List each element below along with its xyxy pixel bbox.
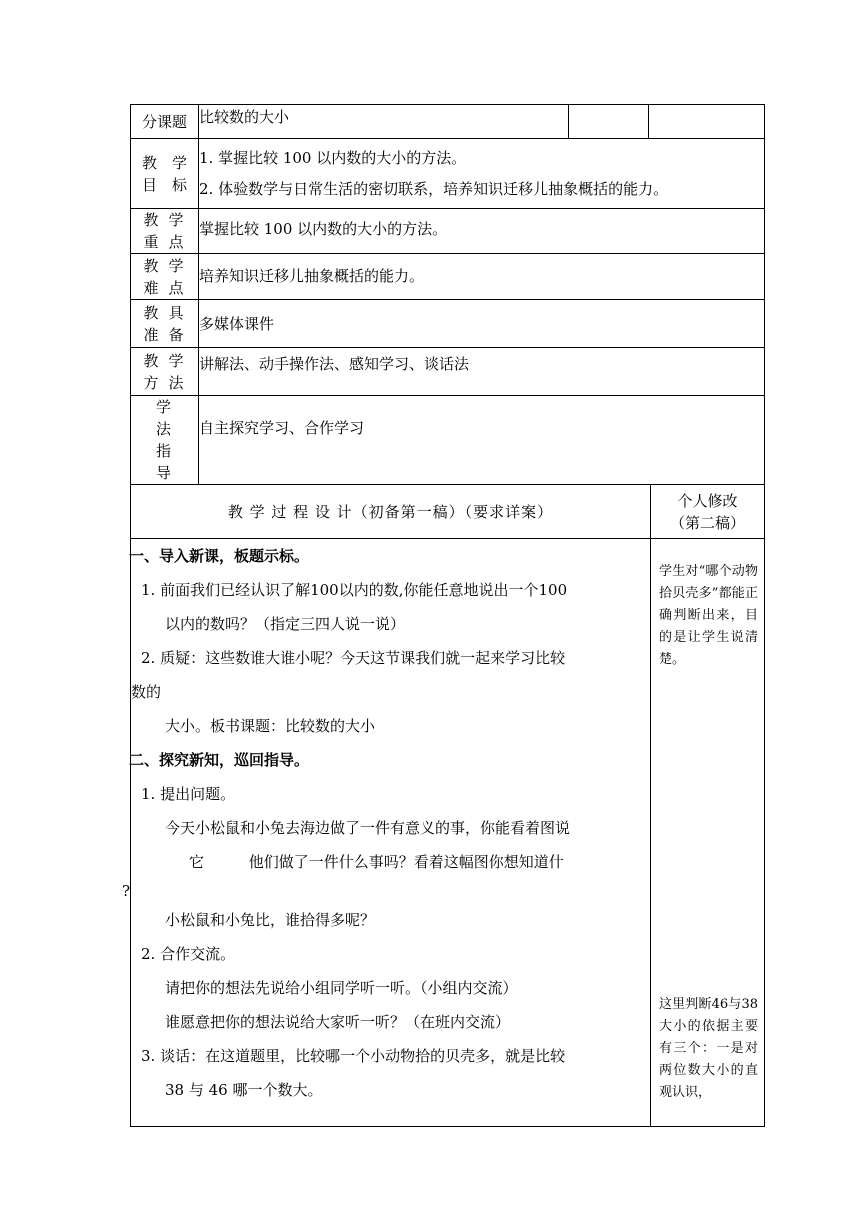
process-header: 教 学 过 程 设 计（初备第一稿）（要求详案）: [131, 485, 651, 539]
tools-label-line-1: 教具: [143, 303, 194, 322]
tools-row: [131, 300, 765, 348]
section-1-item-1-line-1: 1. 前面我们已经认识了解100以内的数,你能任意地说出一个100: [141, 581, 568, 599]
study-label-line-2: 指导: [155, 442, 185, 482]
section-1-title: 一、导入新课，板题示标。: [129, 547, 310, 565]
section-2-item-3-line-1: 3. 谈话：在这道题里，比较哪一个小动物拾的贝壳多，就是比较: [141, 1047, 566, 1065]
section-1-item-2-line-1: 2. 质疑：这些数谁大谁小呢？今天这节课我们就一起来学习比较: [141, 649, 566, 667]
section-2-item-1-line-2b: 他们做了一件什么事吗？看着这幅图你想知道什: [248, 853, 564, 871]
revision-note-2: 这里判断46与38大小的依据主要有三个：一是对两位数大小的直观认识，: [659, 997, 758, 1100]
tools-value: 多媒体课件: [199, 300, 765, 348]
lesson-plan-table: [122, 104, 765, 1127]
method-row: [131, 348, 765, 396]
study-label-line-1: 学法: [155, 398, 185, 438]
process-header-row: [131, 485, 765, 539]
process-content: [122, 539, 651, 1127]
section-1-item-2-line-3: 大小。板书课题：比较数的大小: [165, 717, 376, 735]
key-label-line-1: 教学: [143, 211, 194, 229]
revision-header-line-1: 个人修改: [677, 491, 738, 510]
goals-label: [131, 139, 199, 209]
goals-value: [199, 139, 765, 209]
method-value: 讲解法、动手操作法、感知学习、谈话法: [199, 348, 765, 396]
goal-item: 2. 体验数学与日常生活的密切联系，培养知识迁移儿抽象概括的能力。: [199, 180, 669, 198]
section-2-item-2-line-2: 谁愿意把你的想法说给大家听一听？（在班内交流）: [165, 1013, 511, 1031]
key-label: [131, 209, 199, 254]
difficulty-label-line-2: 难点: [143, 278, 194, 297]
key-row: [131, 209, 765, 254]
section-2-item-1-line-2: [131, 845, 650, 879]
difficulty-label-line-1: 教学: [143, 256, 194, 275]
study-row: [131, 396, 765, 485]
subject-row: [131, 105, 765, 139]
key-value: 掌握比较 100 以内数的大小的方法。: [199, 209, 765, 254]
process-body-row: [131, 539, 765, 1127]
goals-row: [131, 139, 765, 209]
section-2-item-1-line-1: 今天小松鼠和小兔去海边做了一件有意义的事，你能看着图说: [165, 819, 571, 837]
section-2-item-2-line-1: 请把你的想法先说给小组同学听一听。（小组内交流）: [165, 979, 518, 997]
revision-header-line-2: （第二稿）: [669, 513, 745, 532]
empty-cell-2: [649, 105, 765, 139]
difficulty-row: [131, 254, 765, 300]
difficulty-label: [131, 254, 199, 300]
section-2-item-1-line-4: 小松鼠和小兔比，谁拾得多呢？: [165, 911, 376, 929]
section-2-item-1-line-2a: 它: [189, 853, 205, 871]
revision-notes: [651, 539, 765, 1127]
empty-cell-1: [569, 105, 649, 139]
tools-label-line-2: 准备: [143, 325, 194, 344]
difficulty-value: 培养知识迁移儿抽象概括的能力。: [199, 254, 765, 300]
goals-label-line-1: 教 学: [141, 153, 187, 172]
method-label-line-2: 方法: [143, 373, 194, 392]
method-label: [131, 348, 199, 396]
section-1-item-2-line-2: 数的: [131, 683, 162, 701]
revision-header: [651, 485, 765, 539]
goal-item: 1. 掌握比较 100 以内数的大小的方法。: [199, 149, 467, 167]
key-label-line-2: 重点: [143, 233, 194, 251]
study-value: 自主探究学习、合作学习: [199, 396, 765, 485]
section-2-title: 二、探究新知，巡回指导。: [129, 751, 310, 769]
section-2-item-1-line-3: ?: [122, 882, 131, 900]
revision-note-1: 学生对“哪个动物拾贝壳多”都能正确判断出来，目的是让学生说清楚。: [659, 564, 758, 667]
revision-notes-inner: [651, 539, 764, 1126]
section-1-item-1-line-2: 以内的数吗？（指定三四人说一说）: [165, 615, 406, 633]
section-2-item-3-line-2: 38 与 46 哪一个数大。: [165, 1081, 323, 1099]
subject-label: 分课题: [131, 105, 199, 139]
section-2-item-2: 2. 合作交流。: [141, 945, 236, 963]
subject-value: 比较数的大小: [199, 105, 569, 139]
tools-label: [131, 300, 199, 348]
method-label-line-1: 教学: [143, 351, 194, 370]
study-label: [131, 396, 199, 485]
goals-label-line-2: 目 标: [141, 175, 187, 194]
section-2-item-1: 1. 提出问题。: [141, 785, 236, 803]
